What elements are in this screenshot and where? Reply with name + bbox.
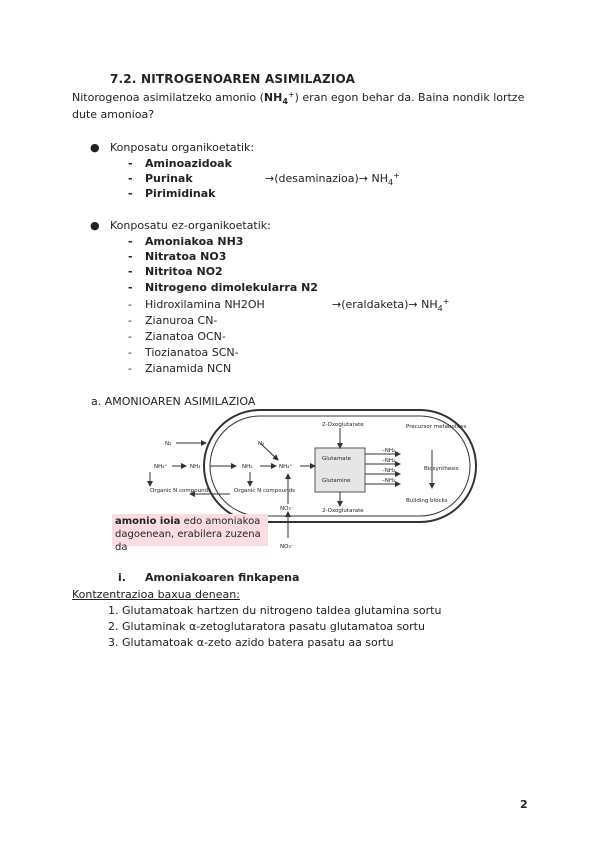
list-item: Zianamida NCN xyxy=(145,362,232,375)
section-title: 7.2. NITROGENOAREN ASIMILAZIOA xyxy=(110,72,356,86)
subsection-i-title: Amoniakoaren finkapena xyxy=(145,571,300,584)
diagram-label-nh3-out: NH₃ xyxy=(190,464,201,470)
diagram-label-biosynthesis: Biosynthesis xyxy=(424,466,459,472)
diagram-label-nh2-3: –NH₂ xyxy=(382,468,396,474)
diagram-label-nh4-in: NH₄⁺ xyxy=(279,464,293,470)
list-item: Zianatoa OCN- xyxy=(145,330,226,343)
diagram-label-nh4-out: NH₄⁺ xyxy=(154,464,168,470)
diagram-label-n2-out: N₂ xyxy=(165,441,172,447)
list-item: Nitrogeno dimolekularra N2 xyxy=(145,281,318,294)
organic-heading: Konposatu organikoetatik: xyxy=(110,141,255,154)
list-dash: - xyxy=(128,281,133,294)
list-item: Hidroxilamina NH2OH xyxy=(145,298,265,311)
list-item: Nitritoa NO2 xyxy=(145,265,223,278)
list-item: Pirimidinak xyxy=(145,187,216,200)
list-item: Zianuroa CN- xyxy=(145,314,218,327)
deamination-arrow: →(desaminazioa)→ $NH_4^+$ xyxy=(265,171,400,187)
list-dash: - xyxy=(128,362,132,375)
transformation-arrow: →(eraldaketa)→ $NH_4^+$ xyxy=(332,297,450,313)
page-number: 2 xyxy=(520,798,528,811)
diagram-label-organic-in: Organic N compounds xyxy=(234,488,295,494)
bullet-icon: ● xyxy=(90,141,100,154)
diagram-label-building: Building blocks xyxy=(406,498,448,504)
list-item: Aminoazidoak xyxy=(145,157,232,170)
annotation-note: amonio ioia edo amoniakoa dagoenean, erabilera zuzena da xyxy=(112,514,268,546)
diagram-label-glutamate: Glutamate xyxy=(322,456,352,462)
step-item: 1. Glutamatoak hartzen du nitrogeno taldea glutamina sortu xyxy=(108,604,442,617)
diagram-label-precursor: Precursor metabolites xyxy=(406,424,467,430)
diagram-label-nh2-4: –NH₂ xyxy=(382,478,396,484)
list-dash: - xyxy=(128,187,133,200)
list-item: Nitratoa NO3 xyxy=(145,250,227,263)
list-item: Tiozianatoa SCN- xyxy=(145,346,239,359)
list-dash: - xyxy=(128,157,133,170)
glutamate-box xyxy=(315,448,365,492)
intro-paragraph: Nitorogenoa asimilatzeko amonio $(NH_4^+)$ eran egon behar da. Baina nondik lortze dute amonioa? xyxy=(72,90,525,121)
low-concentration-heading: Kontzentrazioa baxua denean: xyxy=(72,588,240,601)
bullet-icon: ● xyxy=(90,219,100,232)
list-dash: - xyxy=(128,330,132,343)
subsection-number: i. xyxy=(118,571,126,584)
list-dash: - xyxy=(128,250,133,263)
subsection-a-title: a. AMONIOAREN ASIMILAZIOA xyxy=(91,395,256,408)
list-dash: - xyxy=(128,265,133,278)
list-item: Amoniakoa NH3 xyxy=(145,235,244,248)
diagram-label-nh3-in: NH₃ xyxy=(242,464,253,470)
list-dash: - xyxy=(128,172,133,185)
diagram-label-organic-out: Organic N compounds xyxy=(150,488,211,494)
diagram-label-n2-in: N₂ xyxy=(258,441,265,447)
diagram-label-no3-out: NO₃⁻ xyxy=(280,544,294,550)
diagram-label-oxo-bottom: 2-Oxoglutarate xyxy=(322,508,364,514)
diagram-label-glutamine: Glutamine xyxy=(322,478,351,484)
step-item: 3. Glutamatoak α-zeto azido batera pasatu aa sortu xyxy=(108,636,394,649)
diagram-label-no3-in: NO₃⁻ xyxy=(280,506,294,512)
diagram-label-nh2-2: –NH₂ xyxy=(382,458,396,464)
list-dash: - xyxy=(128,346,132,359)
inorganic-heading: Konposatu ez-organikoetatik: xyxy=(110,219,271,232)
list-dash: - xyxy=(128,235,133,248)
diagram-label-oxo-top: 2-Oxoglutarate xyxy=(322,422,364,428)
list-dash: - xyxy=(128,314,132,327)
diagram-label-nh2-1: –NH₂ xyxy=(382,448,396,454)
step-item: 2. Glutaminak α-zetoglutaratora pasatu glutamatoa sortu xyxy=(108,620,425,633)
list-item: Purinak xyxy=(145,172,193,185)
list-dash: - xyxy=(128,298,132,311)
